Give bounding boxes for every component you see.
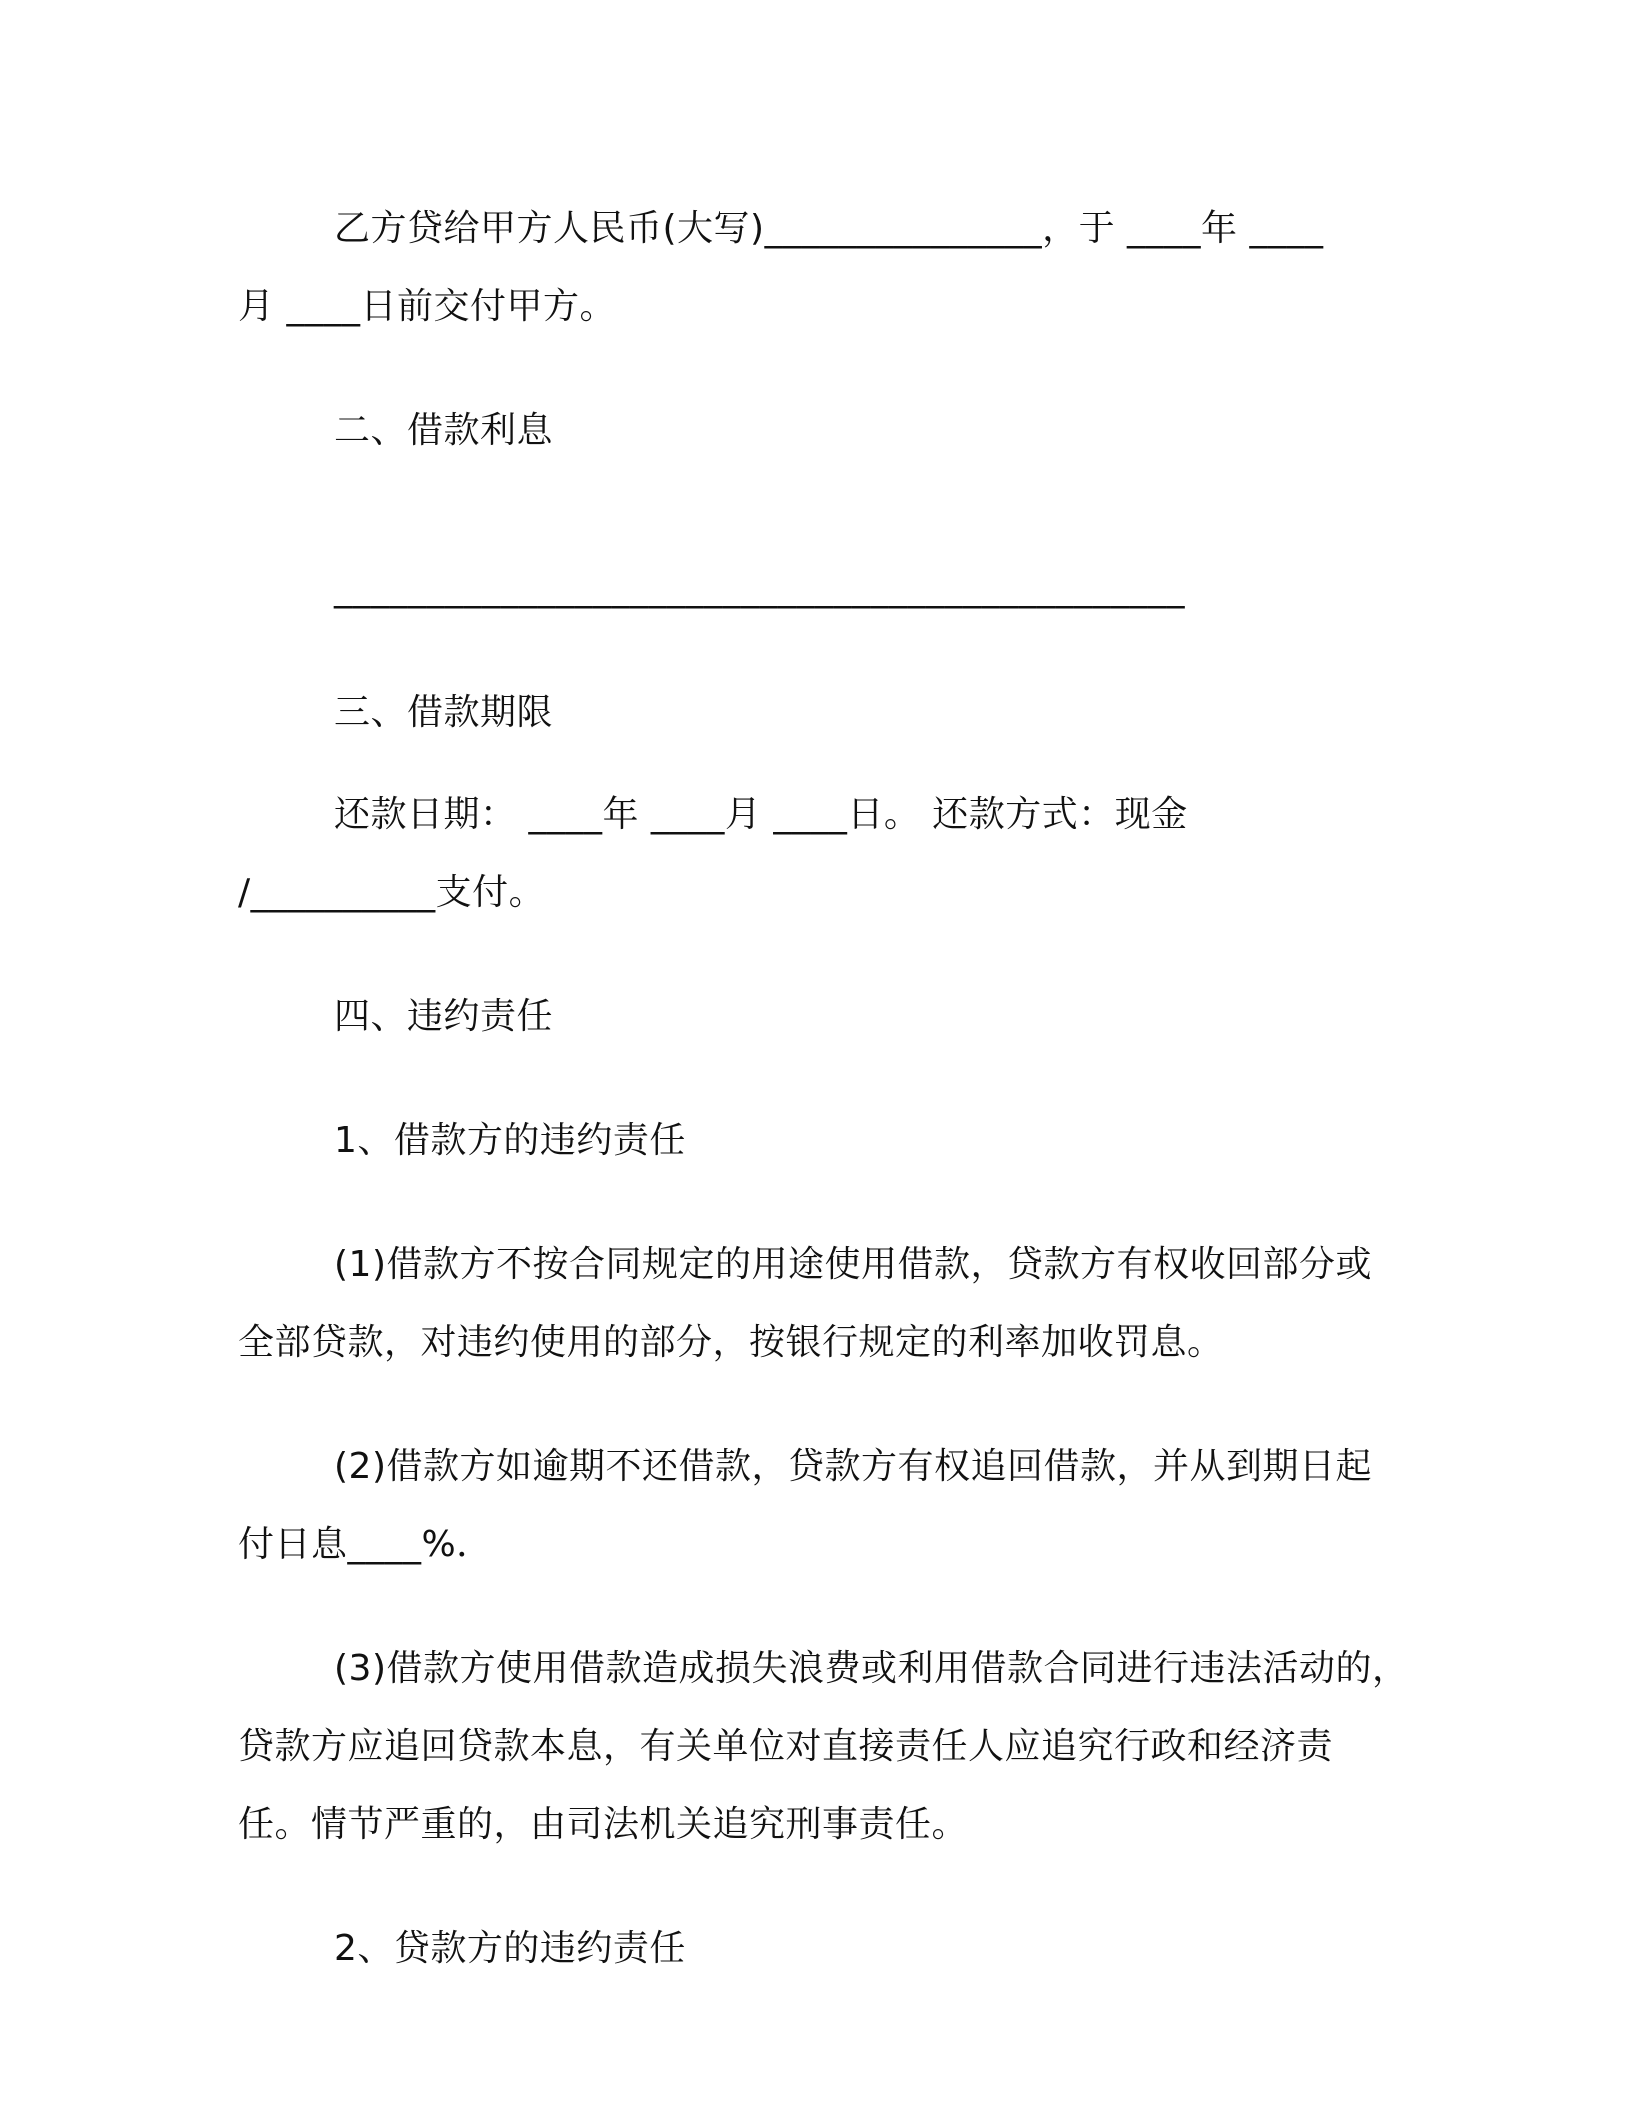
clause-3-line-1: (3)借款方使用借款造成损失浪费或利用借款合同进行违法活动的， bbox=[334, 1648, 1409, 1689]
borrower-liability-heading: 1、借款方的违约责任 bbox=[334, 1120, 686, 1161]
lender-liability-heading: 2、贷款方的违约责任 bbox=[334, 1928, 686, 1969]
section-interest-heading: 二、借款利息 bbox=[334, 410, 554, 451]
clause-3-line-2: 贷款方应追回贷款本息，有关单位对直接责任人应追究行政和经济责 bbox=[238, 1726, 1334, 1767]
clause-2-line-1: (2)借款方如逾期不还借款，贷款方有权追回借款，并从到期日起 bbox=[334, 1446, 1372, 1487]
clause-1-line-2: 全部贷款，对违约使用的部分，按银行规定的利率加收罚息。 bbox=[238, 1322, 1224, 1363]
section-term-heading: 三、借款期限 bbox=[334, 692, 554, 733]
interest-blank-line: ______________________________________________ bbox=[334, 568, 1185, 609]
clause-1-line-1: (1)借款方不按合同规定的用途使用借款，贷款方有权收回部分或 bbox=[334, 1244, 1372, 1285]
repayment-date-line: 还款日期： ____年 ____月 ____日。 还款方式：现金 bbox=[334, 794, 1188, 835]
document-body bbox=[238, 190, 1408, 1988]
clause-3-line-3: 任。情节严重的，由司法机关追究刑事责任。 bbox=[238, 1804, 969, 1845]
loan-amount-line: 乙方贷给甲方人民币(大写)_______________，于 ____年 ____ bbox=[334, 208, 1324, 249]
payment-method-line: /__________支付。 bbox=[238, 872, 546, 913]
clause-2-line-2: 付日息____%． bbox=[238, 1524, 493, 1565]
delivery-date-line: 月 ____日前交付甲方。 bbox=[238, 286, 616, 327]
section-liability-heading: 四、违约责任 bbox=[334, 996, 554, 1037]
